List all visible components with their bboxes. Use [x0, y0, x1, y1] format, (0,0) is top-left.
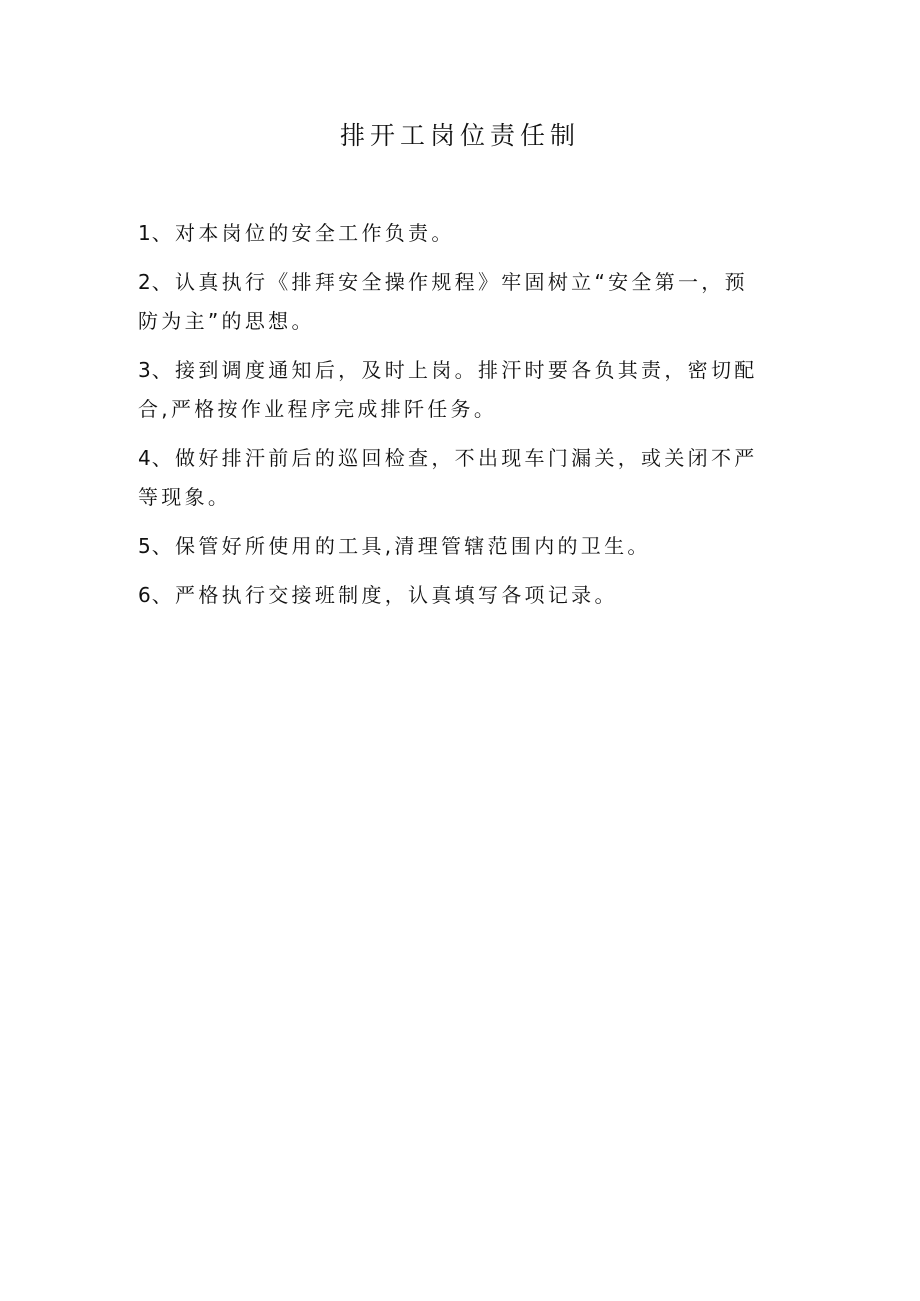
item-text: 认真执行《排拜安全操作规程》牢固树立“安全第一，预防为主”的思想。 [138, 270, 748, 333]
item-separator: 、 [151, 534, 176, 558]
responsibility-list [138, 214, 770, 625]
item-separator: 、 [151, 221, 176, 245]
document-title: 排开工岗位责任制 [339, 121, 580, 150]
item-separator: 、 [151, 270, 176, 294]
item-separator: 、 [151, 358, 176, 382]
item-number: 2 [138, 270, 152, 294]
list-item [138, 576, 770, 615]
list-item [138, 263, 770, 341]
item-separator: 、 [151, 446, 176, 470]
item-number: 5 [138, 534, 152, 558]
list-item [138, 527, 770, 566]
item-text: 接到调度通知后，及时上岗。排汗时要各负其责，密切配合,严格按作业程序完成排阡任务。 [138, 358, 758, 421]
list-item [138, 439, 770, 517]
item-number: 4 [138, 446, 152, 470]
item-number: 3 [138, 358, 152, 382]
item-text: 保管好所使用的工具,清理管辖范围内的卫生。 [175, 534, 651, 558]
item-text: 对本岗位的安全工作负责。 [175, 221, 455, 245]
item-text: 严格执行交接班制度，认真填写各项记录。 [175, 583, 618, 607]
item-text: 做好排汗前后的巡回检查，不出现车门漏关，或关闭不严等现象。 [138, 446, 758, 509]
item-separator: 、 [151, 583, 176, 607]
list-item [138, 214, 770, 253]
list-item [138, 351, 770, 429]
item-number: 6 [138, 583, 152, 607]
item-number: 1 [138, 221, 152, 245]
